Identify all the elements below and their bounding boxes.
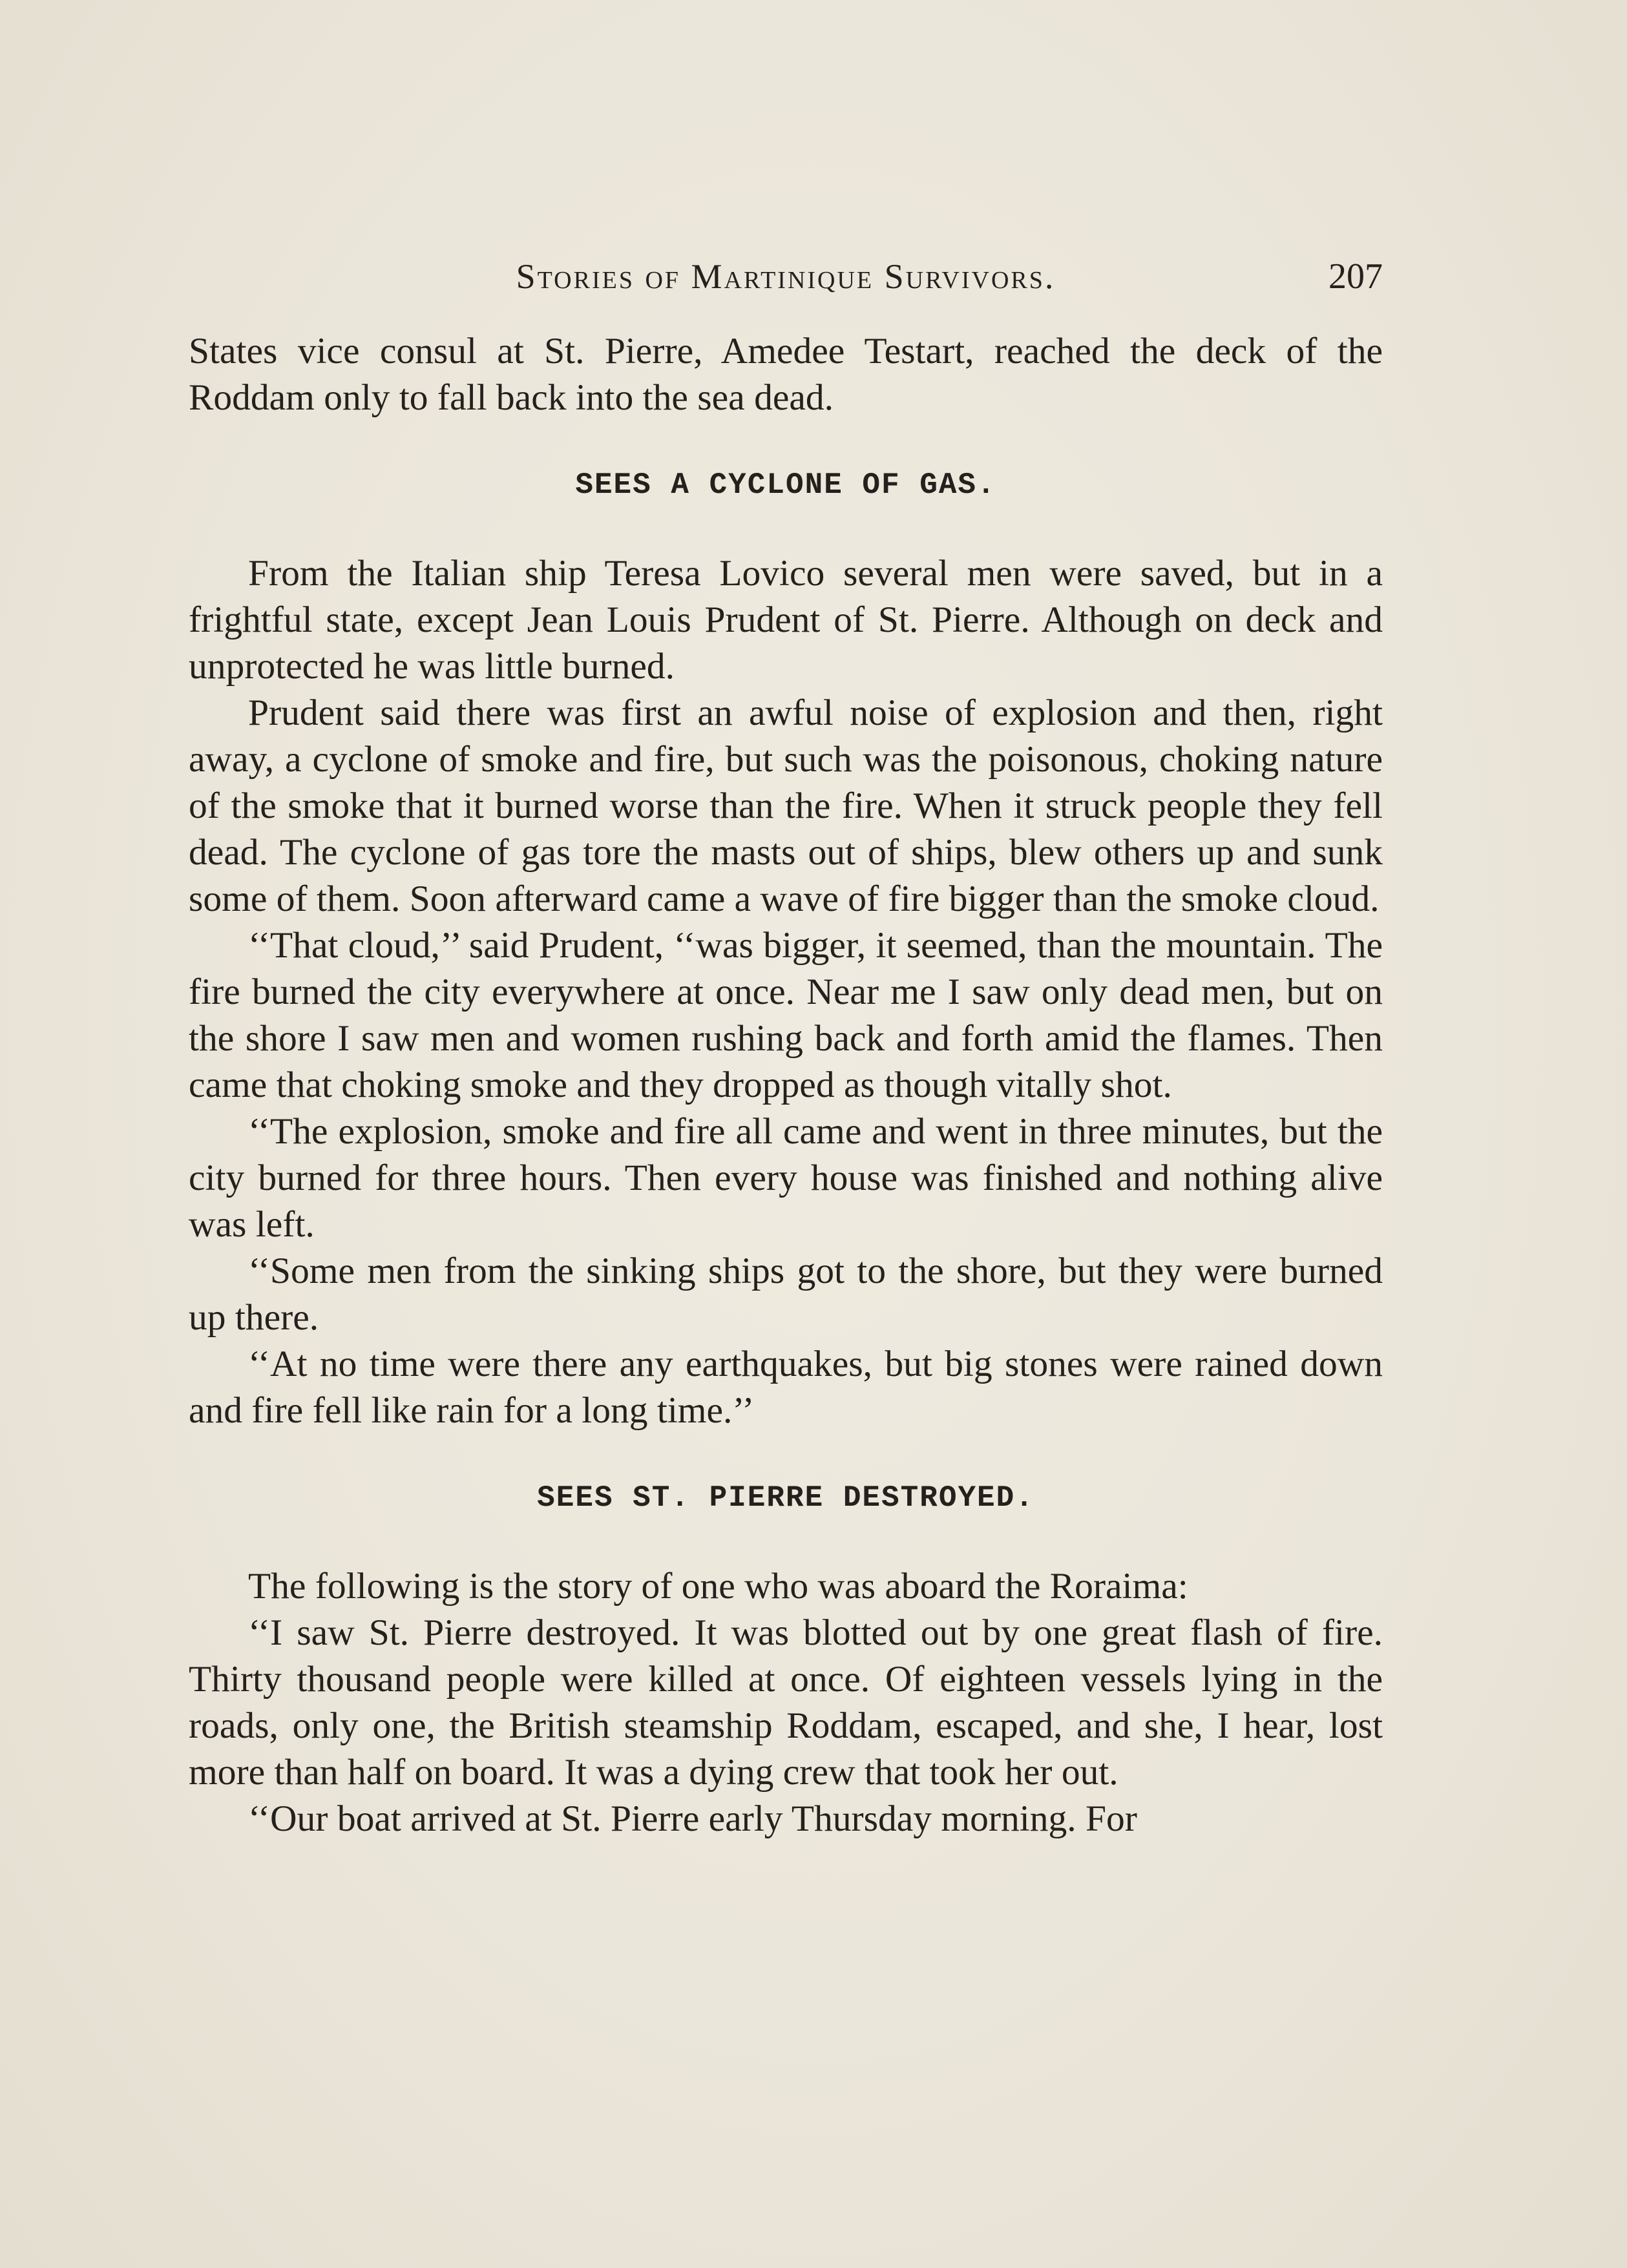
- spacer: [189, 421, 1383, 462]
- spacer: [189, 1434, 1383, 1475]
- paragraph: The following is the story of one who was aboard the Roraima:: [248, 1566, 1188, 1607]
- section-heading-cyclone: SEES A CYCLONE OF GAS.: [575, 468, 996, 502]
- paragraph: ‘‘Our boat arrived at St. Pierre early Thursday morning. For: [248, 1798, 1137, 1839]
- spacer: [189, 508, 1383, 550]
- paragraph: ‘‘Some men from the sinking ships got to the shore, but they were burned up there.: [189, 1251, 1383, 1338]
- text-block: [189, 328, 1383, 1842]
- paragraph-continued: States vice consul at St. Pierre, Amedee Testart, reached the deck of the Roddam only to fall back into the sea dead.: [189, 331, 1383, 418]
- paragraph: ‘‘I saw St. Pierre destroyed. It was blotted out by one great flash of fire. Thirty thousand people were killed at once. Of eighteen vessels lying in the roads, only one, the British steamship Roddam, escaped, and she, I hear, lost more than half on board. It was a dying crew that took her out.: [189, 1612, 1383, 1793]
- paragraph: ‘‘That cloud,’’ said Prudent, ‘‘was bigger, it seemed, than the mountain. The fire burned the city everywhere at once. Near me I saw only dead men, but on the shore I saw men and women rushing back and forth amid the flames. Then came that choking smoke and they dropped as though vitally shot.: [189, 925, 1383, 1105]
- paragraph: Prudent said there was first an awful noise of explosion and then, right away, a cyclone of smoke and fire, but such was the poisonous, choking nature of the smoke that it burned worse than the fire. When it struck people they fell dead. The cyclone of gas tore the masts out of ships, blew others up and sunk some of them. Soon afterward came a wave of fire bigger than the smoke cloud.: [189, 692, 1383, 919]
- running-head: [189, 251, 1383, 302]
- spacer: [189, 1521, 1383, 1563]
- section-heading-st-pierre: SEES ST. PIERRE DESTROYED.: [537, 1481, 1034, 1515]
- page-number: 207: [1328, 256, 1383, 297]
- paragraph: ‘‘At no time were there any earthquakes, but big stones were rained down and fire fell like rain for a long time.’’: [189, 1344, 1383, 1431]
- running-title: Stories of Martinique Survivors.: [516, 257, 1056, 296]
- paragraph: ‘‘The explosion, smoke and fire all came and went in three minutes, but the city burned for three hours. Then every house was finished and nothing alive was left.: [189, 1111, 1383, 1245]
- paragraph: From the Italian ship Teresa Lovico several men were saved, but in a frightful state, except Jean Louis Prudent of St. Pierre. Although on deck and unprotected he was little burned.: [189, 553, 1383, 687]
